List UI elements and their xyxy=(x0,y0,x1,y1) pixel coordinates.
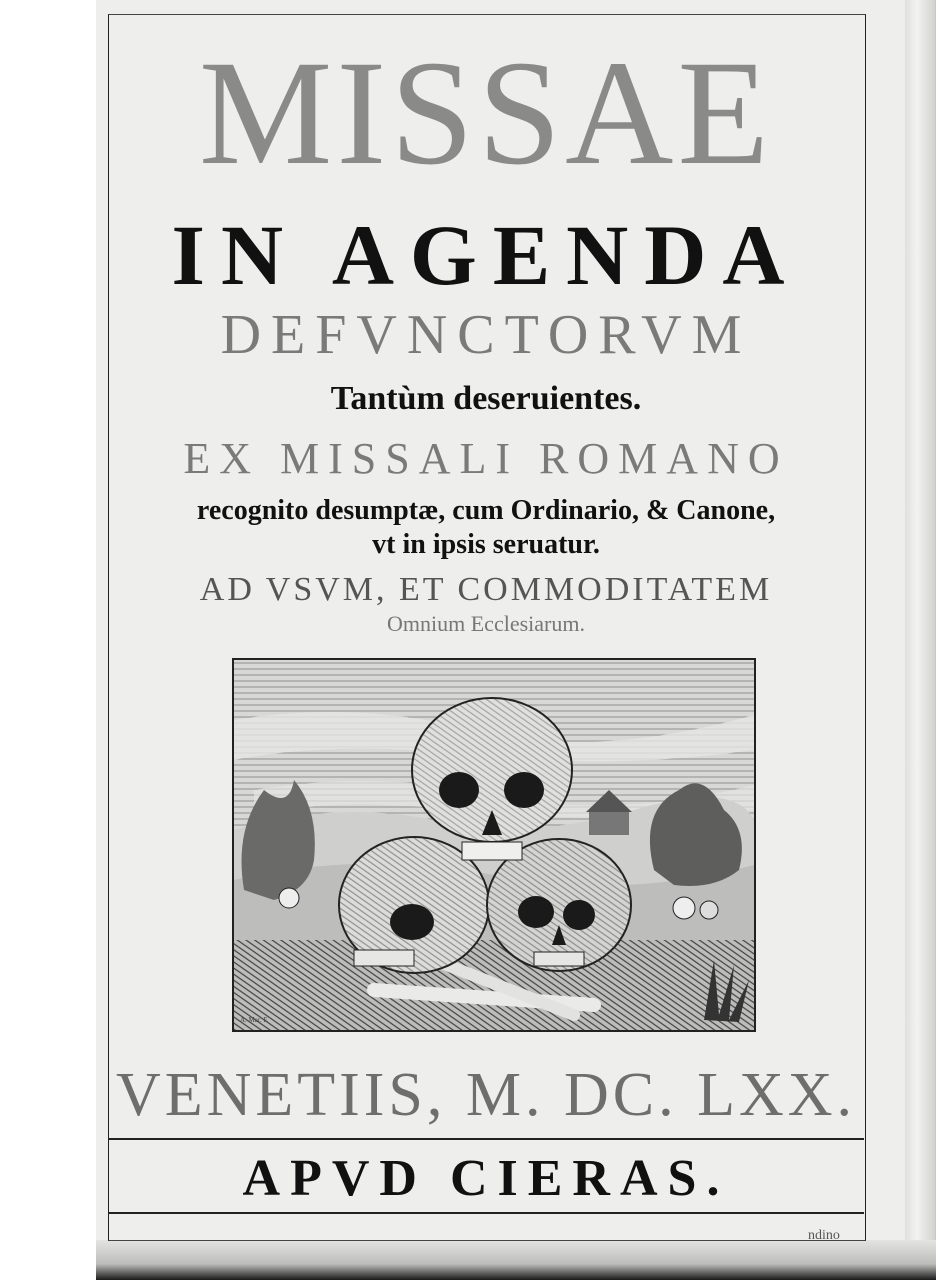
margin-note: ndino xyxy=(808,1228,840,1243)
rule-below-printer xyxy=(108,1212,864,1214)
title-in-agenda: IN AGENDA xyxy=(171,207,801,303)
subtitle-vt-in-ipsis: vt in ipsis seruatur. xyxy=(372,529,600,560)
engraving-illustration xyxy=(234,660,754,1030)
page-edge xyxy=(905,0,935,1262)
imprint-place-date: VENETIIS, M. DC. LXX. xyxy=(115,1061,857,1129)
subtitle-recognito: recognito desumptæ, cum Ordinario, & Canone, xyxy=(196,495,776,526)
title-defunctorum: DEFVNCTORVM xyxy=(220,304,752,366)
engraver-signature: A. Mar. F. xyxy=(240,1016,269,1024)
subtitle-ex-missali: EX MISSALI ROMANO xyxy=(183,434,789,483)
skulls-engraving xyxy=(232,658,756,1032)
rule-above-printer xyxy=(108,1138,864,1140)
subtitle-ad-usum: AD VSVM, ET COMMODITATEM xyxy=(199,571,773,608)
subtitle-tantum: Tantùm deseruientes. xyxy=(330,380,642,417)
title-missae: MISSAE xyxy=(198,30,774,196)
imprint-printer: APVD CIERAS. xyxy=(242,1150,730,1207)
page-bottom-edge xyxy=(96,1240,936,1280)
subtitle-omnium: Omnium Ecclesiarum. xyxy=(387,611,585,636)
